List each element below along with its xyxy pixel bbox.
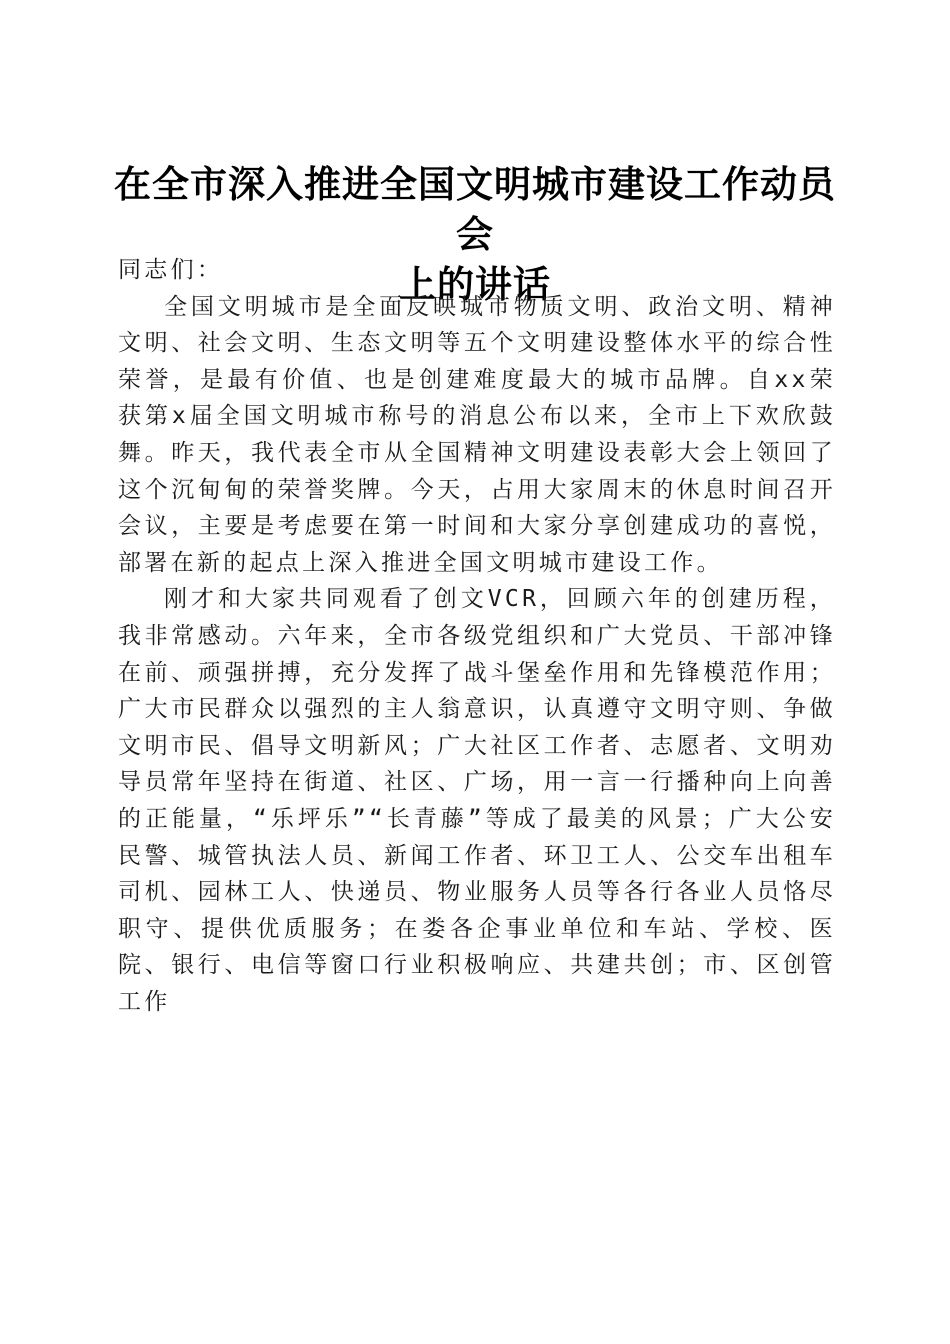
document-body: [118, 252, 836, 1020]
title-line-2: 上的讲话: [399, 261, 551, 306]
salutation: 同志们：: [118, 257, 224, 283]
title-line-1: 在全市深入推进全国文明城市建设工作动员会: [114, 161, 836, 256]
paragraph-2: 刚才和大家共同观看了创文VCR，回顾六年的创建历程，我非常感动。六年来，全市各级党组织和广大党员、干部冲锋在前、顽强拼搏，充分发挥了战斗堡垒作用和先锋模范作用；广大市民群众以强烈的主人翁意识，认真遵守文明守则、争做文明市民、倡导文明新风；广大社区工作者、志愿者、文明劝导员常年坚持在街道、社区、广场，用一言一行播种向上向善的正能量，“乐坪乐”“长青藤”等成了最美的风景；广大公安民警、城管执法人员、新闻工作者、环卫工人、公交车出租车司机、园林工人、快递员、物业服务人员等各行各业人员恪尽职守、提供优质服务；在娄各企事业单位和车站、学校、医院、银行、电信等窗口行业积极响应、共建共创；市、区创管工作: [118, 586, 836, 1015]
paragraph-1: 全国文明城市是全面反映城市物质文明、政治文明、精神文明、社会文明、生态文明等五个文明建设整体水平的综合性荣誉，是最有价值、也是创建难度最大的城市品牌。自xx荣获第x届全国文明城市称号的消息公布以来，全市上下欢欣鼓舞。昨天，我代表全市从全国精神文明建设表彰大会上领回了这个沉甸甸的荣誉奖牌。今天，占用大家周末的休息时间召开会议，主要是考虑要在第一时间和大家分享创建成功的喜悦，部署在新的起点上深入推进全国文明城市建设工作。: [118, 293, 836, 576]
